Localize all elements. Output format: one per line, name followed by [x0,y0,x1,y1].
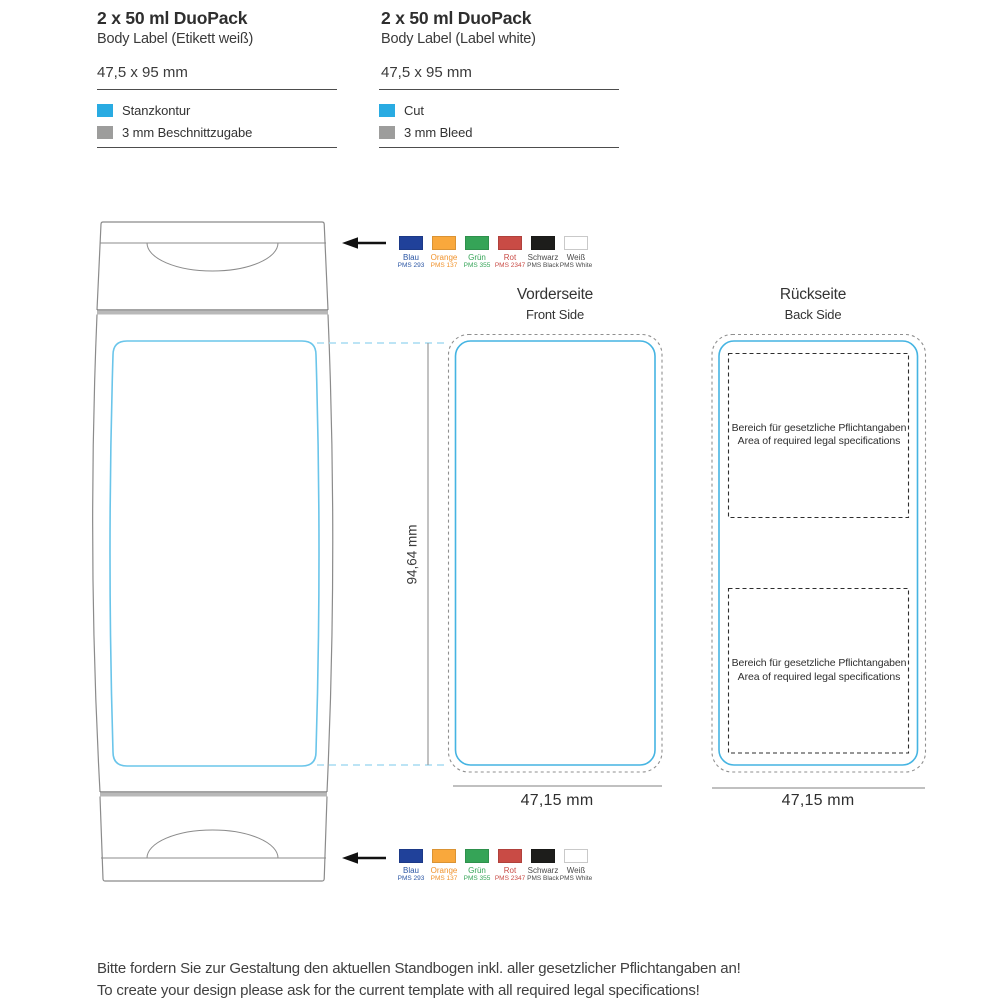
label-size: 47,5 x 95 mm [97,64,188,81]
color-swatch [429,849,459,883]
swatch-name: Weiß [566,866,586,875]
divider [379,89,619,90]
front-subtitle: Front Side [526,307,584,322]
color-swatch [561,236,591,270]
cut-color-chip [379,104,395,117]
legal-text-de: Bereich für gesetzliche Pflichtangaben [731,421,907,434]
swatch-block [432,236,456,250]
product-title: 2 x 50 ml DuoPack [381,8,532,28]
cut-color-chip [97,104,113,117]
back-side-heading [713,286,913,322]
product-title: 2 x 50 ml DuoPack [97,8,248,28]
color-swatch [528,236,558,270]
back-subtitle: Back Side [784,307,842,322]
bottle-top-thumb-groove [147,243,278,271]
swatch-name: Weiß [566,253,586,262]
swatch-pms: PMS White [559,875,593,882]
bleed-color-chip [379,126,395,139]
arrow-icon-bottom [342,852,386,864]
swatch-block [498,849,522,863]
back-title: Rückseite [779,286,847,303]
footer-line-de: Bitte fordern Sie zur Gestaltung den aktuellen Standbogen inkl. aller gesetzlicher Pflichtangaben an! [97,960,741,977]
swatch-pms: PMS 2347 [494,262,526,269]
legal-text-en: Area of required legal specifications [737,435,901,447]
divider [97,89,337,90]
cut-extension-lines [317,343,449,765]
swatch-block [531,849,555,863]
color-swatch [528,849,558,883]
legend-item-cut [379,103,619,118]
swatch-block [531,236,555,250]
bottle-drawing [93,222,333,881]
front-side-heading [455,286,655,322]
swatch-block [498,236,522,250]
color-swatch [429,236,459,270]
swatch-block [564,236,588,250]
legend-left [97,103,337,147]
footer-line-en: To create your design please ask for the current template with all required legal specifications! [97,982,700,999]
legend-label: Stanzkontur [122,103,191,118]
swatch-name: Blau [402,253,419,262]
bleed-color-chip [97,126,113,139]
legal-text-de: Bereich für gesetzliche Pflichtangaben [731,657,907,669]
product-subtitle: Body Label (Etikett weiß) [97,31,254,47]
front-label-outline [449,335,663,787]
bottle-bottom-seam-band [100,793,327,797]
legend-label: 3 mm Beschnittzugabe [122,125,253,140]
swatch-pms: PMS 293 [397,875,425,882]
swatch-block [465,849,489,863]
front-bleed-line [449,335,663,773]
front-title: Vorderseite [516,286,594,303]
swatch-name: Grün [468,866,486,875]
swatch-name: Schwarz [527,253,559,262]
swatch-block [465,236,489,250]
label-size: 47,5 x 95 mm [381,64,472,81]
color-swatch [396,236,426,270]
swatch-pms: PMS 2347 [494,875,526,882]
footer-note [97,958,917,1000]
bottle-bottom-thumb-groove [147,830,278,858]
legend-right [379,103,619,147]
bottle-body-right-edge [327,315,333,793]
swatch-name: Rot [503,866,517,875]
swatch-block [399,849,423,863]
color-swatch [462,849,492,883]
legal-area-text-1 [729,353,909,517]
color-swatch [561,849,591,883]
swatch-pms: PMS 355 [463,875,491,882]
product-subtitle: Body Label (Label white) [381,31,536,47]
swatch-name: Orange [430,866,458,875]
swatch-block [399,236,423,250]
bottle-body-left-edge [93,315,100,793]
front-cut-line [456,341,656,765]
divider [379,147,619,148]
swatch-name: Orange [430,253,458,262]
bottle-cut-line [110,341,319,766]
header-left [97,8,357,81]
color-swatch [495,849,525,883]
pms-color-swatches-bottom [396,849,591,883]
header-right [381,8,641,81]
legend-item-cut [97,103,337,118]
pms-color-swatches-top [396,236,591,270]
bottle-top-seam-band [97,311,328,315]
color-swatch [396,849,426,883]
legal-text-en: Area of required legal specifications [737,670,901,683]
swatch-name: Grün [468,253,486,262]
swatch-block [564,849,588,863]
swatch-pms: PMS White [559,262,593,269]
swatch-name: Blau [402,866,419,875]
height-dimension-label: 94,64 mm [404,524,420,585]
color-swatch [462,236,492,270]
bottle-bottom-cap-outline [100,797,327,882]
legal-area-text-2 [729,588,909,753]
swatch-name: Rot [503,253,517,262]
legend-label: 3 mm Bleed [404,125,473,140]
swatch-pms: PMS 293 [397,262,425,269]
arrow-icon-top [342,237,386,249]
swatch-pms: PMS 137 [430,262,458,269]
bottle-top-cap-outline [97,222,328,310]
swatch-pms: PMS 355 [463,262,491,269]
legend-item-bleed [379,125,619,140]
front-width-dimension-label: 47,15 mm [520,792,594,809]
swatch-block [432,849,456,863]
color-swatch [495,236,525,270]
swatch-pms: PMS Black [527,875,559,882]
swatch-pms: PMS Black [527,262,559,269]
legend-item-bleed [97,125,337,140]
swatch-name: Schwarz [527,866,559,875]
swatch-pms: PMS 137 [430,875,458,882]
back-width-dimension-label: 47,15 mm [781,792,855,809]
legend-label: Cut [404,103,424,118]
divider [97,147,337,148]
